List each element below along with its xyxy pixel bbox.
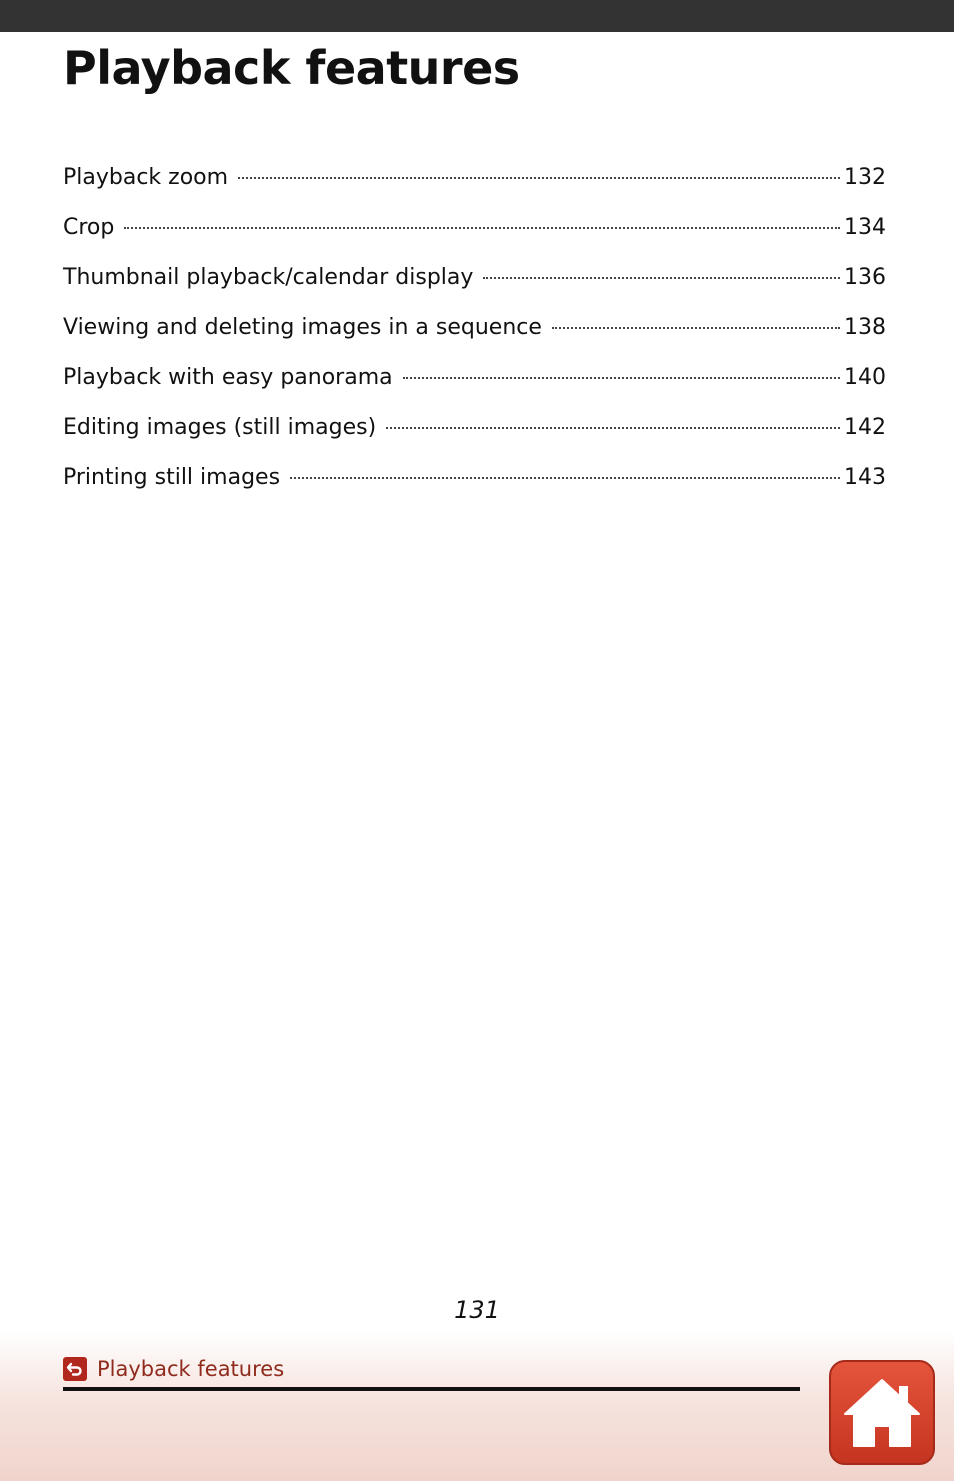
back-arrow-icon[interactable] [63, 1357, 87, 1381]
toc-entry-label: Playback with easy panorama [63, 365, 393, 390]
toc-entry-printing-still-images[interactable] [63, 460, 886, 510]
toc-entry-label: Printing still images [63, 465, 281, 490]
table-of-contents [63, 160, 886, 510]
home-button[interactable] [829, 1360, 935, 1465]
toc-dot-leader [552, 327, 840, 329]
toc-dot-leader [483, 277, 840, 279]
footer-divider [63, 1387, 800, 1391]
toc-entry-page: 132 [844, 165, 886, 190]
toc-entry-label: Crop [63, 215, 115, 240]
toc-entry-page: 136 [844, 265, 886, 290]
toc-dot-leader [403, 377, 840, 379]
toc-entry-editing-images[interactable] [63, 410, 886, 460]
toc-dot-leader [124, 227, 840, 229]
page-title: Playback features [63, 41, 520, 95]
toc-dot-leader [290, 477, 840, 479]
toc-entry-page: 138 [844, 315, 886, 340]
toc-entry-crop[interactable] [63, 210, 886, 260]
toc-entry-viewing-deleting-sequence[interactable] [63, 310, 886, 360]
toc-entry-thumbnail-playback[interactable] [63, 260, 886, 310]
toc-entry-page: 134 [844, 215, 886, 240]
toc-entry-page: 143 [844, 465, 886, 490]
toc-dot-leader [386, 427, 840, 429]
toc-entry-easy-panorama[interactable] [63, 360, 886, 410]
page-number: 131 [454, 1296, 500, 1324]
top-bar [0, 0, 954, 32]
footer-background [0, 1330, 954, 1481]
toc-entry-label: Thumbnail playback/calendar display [63, 265, 474, 290]
toc-entry-page: 142 [844, 415, 886, 440]
home-icon [841, 1376, 923, 1450]
toc-entry-playback-zoom[interactable] [63, 160, 886, 210]
toc-dot-leader [238, 177, 840, 179]
toc-entry-page: 140 [844, 365, 886, 390]
toc-entry-label: Viewing and deleting images in a sequence [63, 315, 542, 340]
breadcrumb[interactable] [63, 1357, 284, 1381]
toc-entry-label: Editing images (still images) [63, 415, 377, 440]
toc-entry-label: Playback zoom [63, 165, 229, 190]
breadcrumb-label[interactable]: Playback features [97, 1357, 285, 1381]
